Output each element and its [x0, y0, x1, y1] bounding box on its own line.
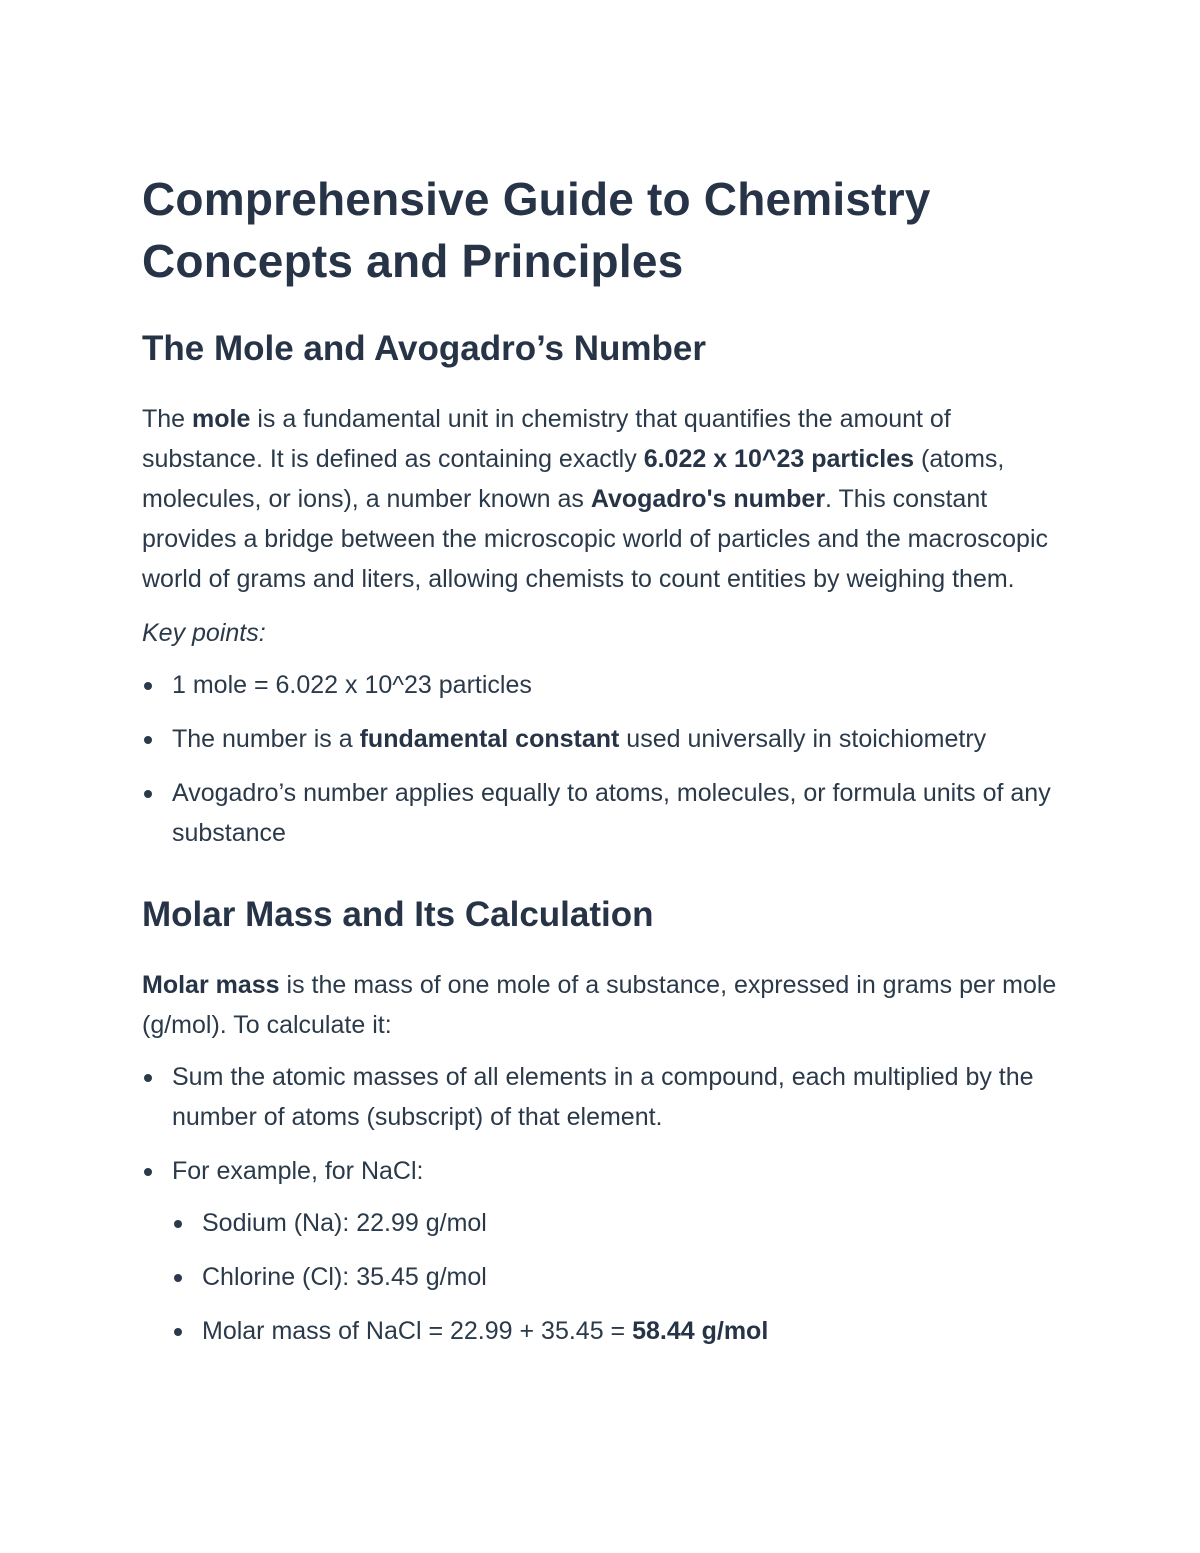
molar-mass-paragraph [142, 965, 1072, 1045]
bold-term-mole: mole [192, 405, 251, 433]
key-points-list [142, 665, 1072, 853]
sub-list-item-text: Chlorine (Cl): 35.45 g/mol [202, 1263, 487, 1291]
bullet-icon [144, 736, 152, 744]
text-run: The number is a [172, 725, 360, 753]
molar-mass-list [142, 1057, 1072, 1351]
nacl-example-list [172, 1203, 1072, 1351]
list-item [142, 719, 1072, 759]
section-heading-molar-mass: Molar Mass and Its Calculation [142, 895, 654, 934]
list-item [142, 1151, 1072, 1351]
section-heading-mole: The Mole and Avogadro’s Number [142, 329, 706, 368]
sub-list-item [172, 1257, 1072, 1297]
list-item-text: Avogadro’s number applies equally to atoms, molecules, or formula units of any substance [172, 779, 1051, 847]
mole-paragraph [142, 399, 1072, 599]
list-item-text: Sum the atomic masses of all elements in a compound, each multiplied by the number of atoms (subscript) of that element. [172, 1063, 1034, 1131]
sub-list-item [172, 1311, 1072, 1351]
bullet-icon [144, 1168, 152, 1176]
text-run: The [142, 405, 193, 433]
bullet-icon [144, 1074, 152, 1082]
key-points-label: Key points: [142, 619, 266, 647]
sub-list-item [172, 1203, 1072, 1243]
list-item [142, 665, 1072, 705]
list-item-text: For example, for NaCl: [172, 1157, 424, 1185]
bold-term-molar-mass: Molar mass [142, 971, 280, 999]
bullet-icon [174, 1274, 182, 1282]
text-run: (atoms, molecules, or ions), a number known as [142, 445, 1005, 513]
bullet-icon [144, 682, 152, 690]
bullet-icon [174, 1328, 182, 1336]
document-page [142, 168, 1072, 1365]
document-title: Comprehensive Guide to Chemistry Concepts and Principles [142, 173, 931, 287]
list-item [142, 773, 1072, 853]
text-run: is the mass of one mole of a substance, expressed in grams per mole (g/mol). To calculate it: [142, 971, 1057, 1039]
list-item-text: 1 mole = 6.022 x 10^23 particles [172, 671, 532, 699]
bullet-icon [144, 790, 152, 798]
text-run: used universally in stoichiometry [619, 725, 987, 753]
bold-term-avogadro: Avogadro's number [590, 485, 826, 513]
text-run: Molar mass of NaCl = 22.99 + 35.45 = [202, 1317, 633, 1345]
bold-term-particles: 6.022 x 10^23 particles [643, 445, 915, 473]
bullet-icon [174, 1220, 182, 1228]
bold-term-constant: fundamental constant [359, 725, 620, 753]
bold-result: 58.44 g/mol [632, 1317, 769, 1345]
list-item [142, 1057, 1072, 1137]
text-run: . This constant provides a bridge between the microscopic world of particles and the macroscopic world of grams and liters, allowing chemists to count entities by weighing them. [142, 485, 1049, 593]
text-run: is a fundamental unit in chemistry that quantifies the amount of substance. It is defined as containing exactly [142, 405, 951, 473]
sub-list-item-text: Sodium (Na): 22.99 g/mol [202, 1209, 487, 1237]
